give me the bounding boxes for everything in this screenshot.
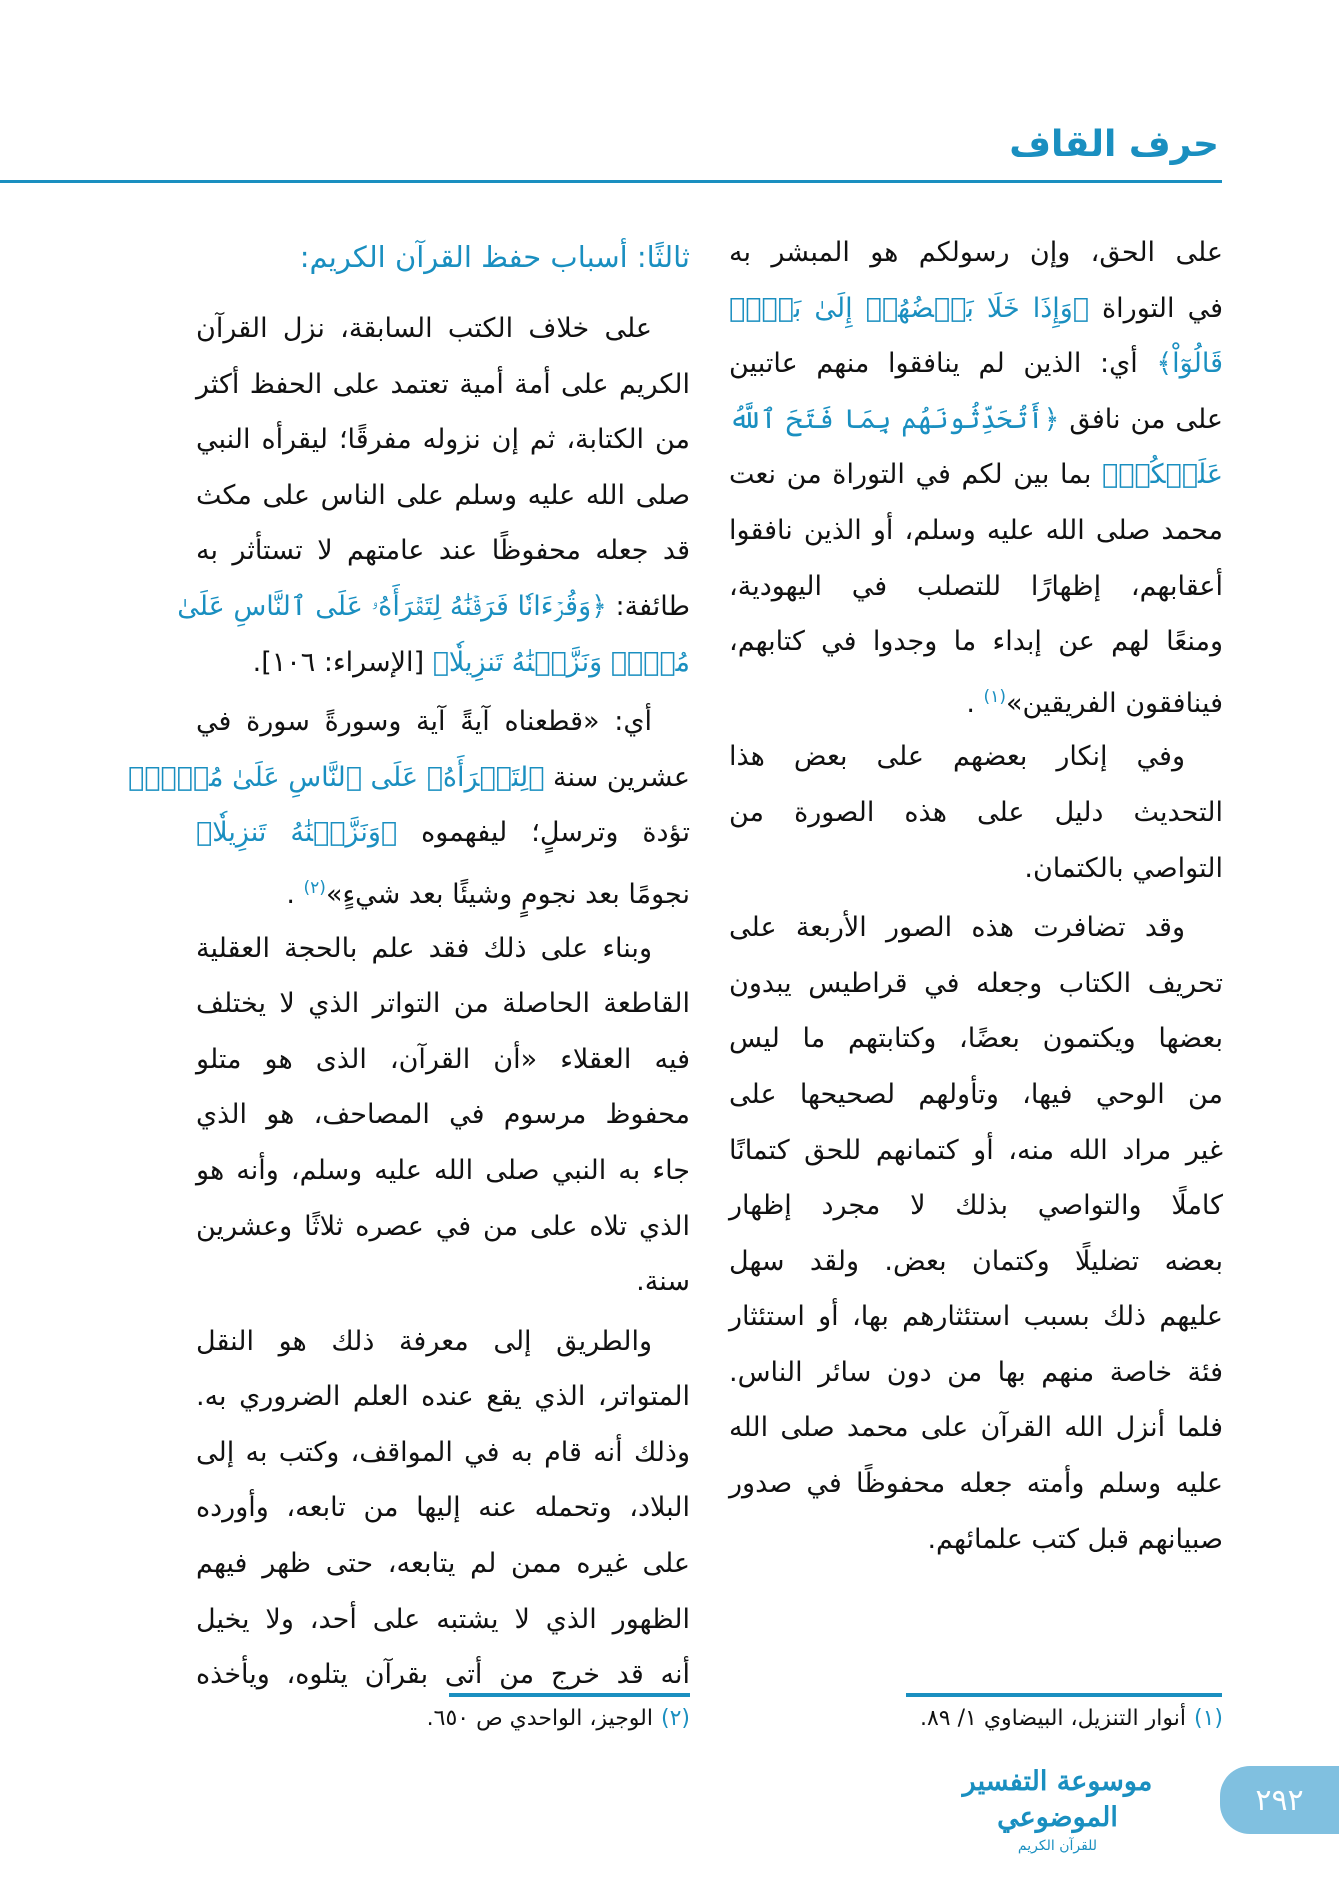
text-line <box>196 468 690 524</box>
text-segment: التحديث دليل على هذه الصورة من <box>729 796 1223 828</box>
footnote-number: (١) <box>1193 1706 1223 1731</box>
text-line <box>729 841 1223 897</box>
text-segment: تحريف الكتاب وجعله في قراطيس يبدون <box>729 967 1223 999</box>
text-line <box>196 1254 690 1310</box>
text-line <box>196 523 690 579</box>
quran-verse: قَالُوٓاْ﴾ <box>1156 348 1223 380</box>
text-segment: عليهم ذلك بسبب استئثارهم بها، أو استئثار <box>729 1301 1223 1333</box>
text-line <box>729 729 1223 785</box>
text-line <box>196 1536 690 1592</box>
text-segment: . <box>286 878 304 910</box>
text-segment: بعضها ويكتمون بعضًا، وكتابتهم ما ليس <box>729 1023 1223 1055</box>
text-segment: ومنعًا لهم عن إبداء ما وجدوا في كتابهم، <box>729 626 1223 658</box>
text-segment: وبناء على ذلك فقد علم بالحجة العقلية <box>196 932 652 964</box>
text-line <box>196 805 690 861</box>
text-segment: التواصي بالكتمان. <box>1024 852 1223 884</box>
text-segment: على من نافق <box>1059 403 1223 435</box>
text-line <box>729 1067 1223 1123</box>
text-line <box>196 1087 690 1143</box>
text-line <box>729 614 1223 670</box>
footnote-divider-right <box>906 1693 1222 1697</box>
text-line <box>196 921 690 977</box>
text-line <box>196 1032 690 1088</box>
text-segment: القاطعة الحاصلة من التواتر الذي لا يختلف <box>196 988 690 1020</box>
text-line <box>196 635 690 691</box>
text-segment: والطريق إلى معرفة ذلك هو النقل <box>196 1325 652 1357</box>
text-line <box>196 301 690 357</box>
footnote-text: أنوار التنزيل، البيضاوي ١/ ٨٩. <box>919 1706 1186 1731</box>
text-segment: بما بين لكم في التوراة من نعت <box>729 459 1103 491</box>
text-line <box>729 1234 1223 1290</box>
text-segment: الظهور الذي لا يشتبه على أحد، ولا يخيل <box>196 1603 690 1635</box>
text-line <box>729 447 1223 503</box>
text-line <box>196 357 690 413</box>
page-number-tab <box>1220 1766 1339 1834</box>
text-segment: فئة خاصة منهم بها من دون سائر الناس. <box>729 1356 1223 1388</box>
text-segment: . <box>966 687 984 719</box>
text-segment: الذي تلاه على من في عصره ثلاثًا وعشرين <box>196 1210 690 1242</box>
text-line <box>729 1400 1223 1456</box>
footnote-2 <box>427 1706 690 1731</box>
text-segment: جاء به النبي صلى الله عليه وسلم، وأنه هو <box>196 1154 690 1186</box>
text-line <box>729 392 1223 448</box>
text-segment: من الوحي فيها، وتأولهم لصحيحها على <box>729 1078 1223 1110</box>
text-line <box>196 1369 690 1425</box>
footnote-divider-left <box>449 1693 690 1697</box>
text-segment: المتواتر، الذي يقع عنده العلم الضروري به. <box>196 1381 690 1413</box>
text-segment: عشرين سنة <box>544 761 690 793</box>
text-segment: فلما أنزل الله القرآن على محمد صلى الله <box>729 1412 1223 1444</box>
text-segment: في التوراة <box>1088 292 1223 324</box>
text-line <box>729 1289 1223 1345</box>
text-segment: أنه قد خرج من أتى بقرآن يتلوه، ويأخذه <box>196 1659 690 1691</box>
logo-subtitle: للقرآن الكريم <box>1017 1838 1098 1854</box>
text-segment: محفوظ مرسوم في المصاحف، هو الذي <box>196 1099 690 1131</box>
text-segment: على الحق، وإن رسولكم هو المبشر به <box>729 237 1223 268</box>
text-segment: تؤدة وترسلٍ؛ ليفهموه <box>397 817 690 849</box>
text-line <box>729 503 1223 559</box>
text-segment: غير مراد الله منه، أو كتمانهم للحق كتمانًا <box>729 1134 1223 1166</box>
text-line <box>196 861 690 917</box>
text-line <box>177 579 690 635</box>
text-line <box>729 1512 1223 1568</box>
chapter-title: حرف القاف <box>1009 124 1219 165</box>
left-text-column <box>128 227 690 1703</box>
text-line <box>196 1314 690 1370</box>
footnote-number: (٢) <box>660 1706 690 1731</box>
text-segment: الكريم على أمة أمية تعتمد على الحفظ أكثر <box>196 368 690 400</box>
text-line <box>729 956 1223 1012</box>
text-segment: كاملًا والتواصي بذلك لا مجرد إظهار <box>729 1190 1223 1222</box>
text-line <box>729 1011 1223 1067</box>
quran-verse: ﴿وَإِذَا خَلَا بَعۡضُهُمۡ إِلَىٰ بَعۡضٖ <box>729 292 1089 324</box>
text-line <box>196 1592 690 1648</box>
section-heading <box>196 227 690 297</box>
text-segment: على خلاف الكتب السابقة، نزل القرآن <box>196 313 652 344</box>
text-line <box>729 1345 1223 1401</box>
page-number: ٢٩٢ <box>1255 1782 1304 1818</box>
text-line <box>729 1123 1223 1179</box>
quran-verse: مُكۡثٖ وَنَزَّلۡنَٰهُ تَنزِيلٗا﴾ <box>432 646 690 678</box>
text-segment: طائفة: <box>606 590 690 622</box>
quran-verse: عَلَيۡكُمۡ﴾ <box>1102 459 1223 491</box>
text-segment: سنة. <box>636 1266 690 1298</box>
right-text-column <box>729 225 1223 1567</box>
text-line <box>729 785 1223 841</box>
text-segment: نجومًا بعد نجومٍ وشيئًا بعد شيءٍ» <box>325 878 690 910</box>
text-segment: [الإسراء: ١٠٦]. <box>252 646 433 678</box>
quran-verse: ﴿وَنَزَّلۡنَٰهُ تَنزِيلٗا﴾ <box>196 817 398 849</box>
text-line <box>196 1480 690 1536</box>
text-segment: أي: «قطعناه آيةً آية وسورةً سورة في <box>196 706 652 738</box>
text-line <box>196 1425 690 1481</box>
text-segment: من الكتابة، ثم إن نزوله مفرقًا؛ ليقرأه النبي <box>196 424 690 456</box>
quran-verse: ﴿لِتَقۡرَأَهُۥ عَلَى ٱلنَّاسِ عَلَىٰ مُكۡثٖ﴾ <box>128 761 545 793</box>
footnote-ref: (٢) <box>303 877 326 898</box>
text-segment: صبيانهم قبل كتب علمائهم. <box>927 1523 1223 1555</box>
text-line <box>729 336 1223 392</box>
text-segment: قد جعله محفوظًا عند عامتهم لا تستأثر به <box>196 535 690 567</box>
text-segment: وفي إنكار بعضهم على بعض هذا <box>729 741 1185 773</box>
text-line <box>729 670 1223 726</box>
text-line <box>196 1199 690 1255</box>
text-segment: صلى الله عليه وسلم على الناس على مكث <box>196 479 690 511</box>
text-segment: وقد تضافرت هذه الصور الأربعة على <box>729 912 1185 944</box>
text-segment: بعضه تضليلًا وكتمان بعض. ولقد سهل <box>729 1245 1223 1277</box>
quran-verse: ﴿وَقُرۡءَانٗا فَرَقۡنَٰهُ لِتَقۡرَأَهُۥ عَلَى ٱلنَّاسِ عَلَىٰ <box>177 590 607 622</box>
footnote-ref: (١) <box>983 686 1006 707</box>
header-divider <box>0 180 1222 183</box>
text-segment: فيه العقلاء «أن القرآن، الذى هو متلو <box>196 1043 690 1075</box>
footnote-text: الوجيز، الواحدي ص ٦٥٠. <box>426 1706 653 1731</box>
text-line <box>128 750 690 806</box>
text-segment: محمد صلى الله عليه وسلم، أو الذين نافقوا <box>729 514 1223 546</box>
encyclopedia-logo <box>930 1764 1185 1856</box>
text-line <box>729 900 1223 956</box>
text-line <box>729 559 1223 615</box>
footnote-1 <box>920 1706 1223 1731</box>
text-segment: على غيره ممن لم يتابعه، حتى ظهر فيهم <box>196 1548 690 1580</box>
text-segment: وذلك أنه قام به في المواقف، وكتب به إلى <box>196 1436 690 1468</box>
text-line <box>196 412 690 468</box>
text-segment: أعقابهم، إظهارًا للتصلب في اليهودية، <box>729 570 1223 602</box>
text-line <box>729 1456 1223 1512</box>
text-segment: أي: الذين لم ينافقوا منهم عاتبين <box>729 348 1157 380</box>
text-segment: البلاد، وتحمله عنه إليها من تابعه، وأورده <box>196 1492 690 1524</box>
text-line <box>729 225 1223 281</box>
logo-title: موسوعة التفسير الموضوعي <box>962 1766 1153 1833</box>
text-segment: ثالثًا: أسباب حفظ القرآن الكريم: <box>299 240 690 274</box>
quran-verse: ﴿أَتُحَدِّثُونَهُم بِمَا فَتَحَ ٱللَّهُ <box>729 403 1060 435</box>
text-line <box>196 694 690 750</box>
text-line <box>729 281 1223 337</box>
text-line <box>196 1143 690 1199</box>
text-line <box>729 1178 1223 1234</box>
text-segment: عليه وسلم وأمته جعله محفوظًا في صدور <box>729 1468 1223 1500</box>
text-line <box>196 976 690 1032</box>
text-segment: فينافقون الفريقين» <box>1005 687 1223 719</box>
